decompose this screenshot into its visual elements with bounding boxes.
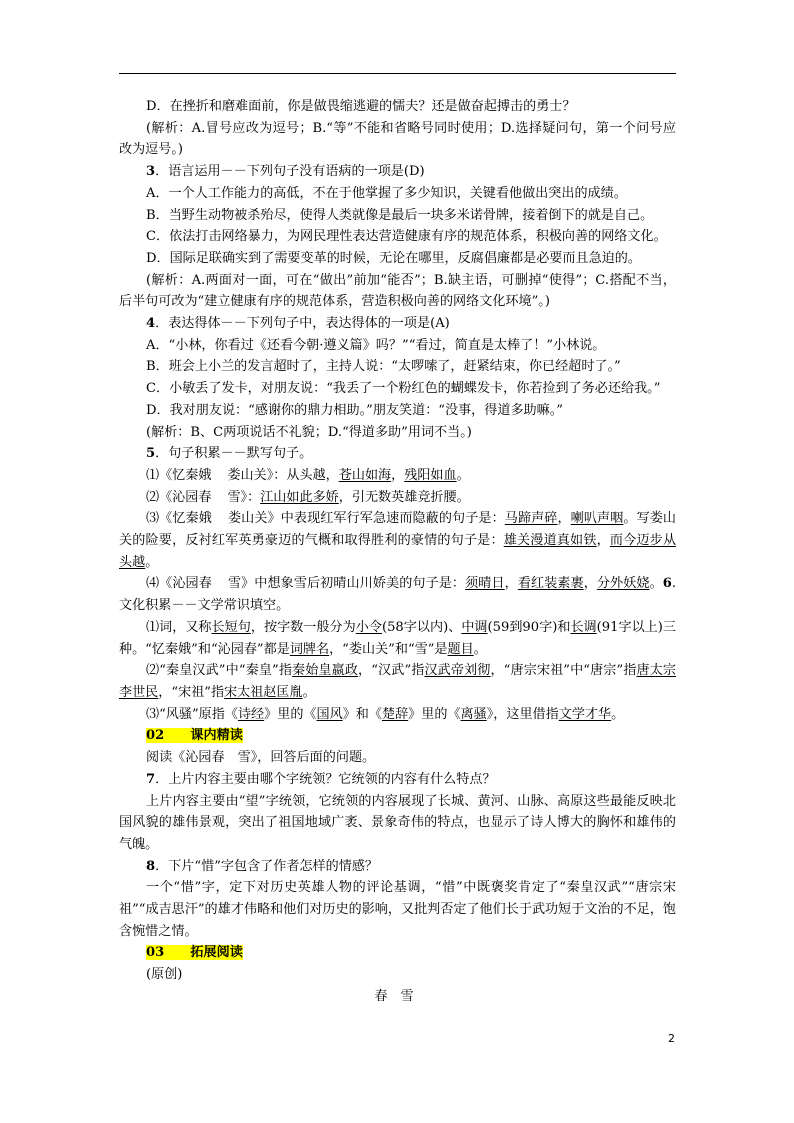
q3-number: 3 — [146, 164, 156, 180]
q7-number: 7 — [146, 771, 156, 787]
q6-line-1: ⑴词，又称长短句，按字数一般分为小令(58字以内)、中调(59到90字)和长调(91字以上)三种。“忆秦娥”和“沁园春”都是词牌名，“娄山关”和“雪”是题目。 — [119, 619, 676, 657]
answer-blank: 喇叭声咽 — [570, 511, 624, 527]
q2-option-d: D．在挫折和磨难面前，你是做畏缩逃避的懦夫？还是做奋起搏击的勇士？ — [146, 99, 576, 114]
q4-option-d: D．我对朋友说：“感谢你的鼎力相助。”朋友笑道：“没事，得道多助嘛。” — [146, 402, 563, 418]
q4-option-a: A．“小林，你看过《还看今朝·遵义篇》吗？”“看过，简直是太棒了！”小林说。 — [146, 337, 606, 353]
q5-line-1: ⑴《忆秦娥 娄山关》：从头越，苍山如海，残阳如血。 — [146, 467, 470, 483]
q4-option-c: C．小敏丢了发卡，对朋友说：“我丢了一个粉红色的蝴蝶发卡，你若捡到了务必还给我。” — [146, 381, 661, 397]
header-rule — [119, 73, 676, 74]
q6-stem: .文化积累－－文学常识填空。 — [119, 576, 677, 614]
page-number: 2 — [668, 1032, 675, 1045]
q5-stem: 5．句子积累－－默写句子。 — [146, 446, 313, 462]
q3-analysis: (解析：A.两面对一面，可在“做出”前加“能否”；B.缺主语，可删掉“使得”；C.搭配不当，后半句可改为“建立健康有序的规范体系，营造积极向善的网络文化环境”。) — [119, 272, 676, 310]
answer-blank: 马蹄声碎 — [504, 511, 558, 527]
q7-stem: 7．上片内容主要由哪个字统领？它统领的内容有什么特点？ — [146, 771, 496, 787]
q4-option-b: B．班会上小兰的发言超时了，主持人说：“太啰嗦了，赶紧结束，你已经超时了。” — [146, 359, 621, 375]
q6-line-2: ⑵“秦皇汉武”中“秦皇”指秦始皇嬴政，“汉武”指汉武帝刘彻，“唐宗宋祖”中“唐宗”指唐太宗李世民，“宋祖”指宋太祖赵匡胤。 — [119, 663, 677, 700]
answer-blank: 看红装素裹 — [517, 576, 584, 592]
answer-blank: 须晴日 — [465, 576, 505, 592]
source-note: (原创) — [146, 967, 183, 983]
poem-title: 春雪 — [374, 988, 427, 1004]
q5-line-3: ⑶《忆秦娥 娄山关》中表现红军行军急速而隐蔽的句子是：马蹄声碎，喇叭声咽。写娄山关的险要，反衬红军英勇豪迈的气概和取得胜利的豪情的句子是：雄关漫道真如铁，而今迈步从头越。 — [119, 511, 677, 570]
q5-number: 5 — [146, 446, 156, 462]
q3-stem: 3．语言运用－－下列句子没有语病的一项是(D) — [146, 164, 425, 180]
q7-answer: 上片内容主要由“望”字统领，它统领的内容展现了长城、黄河、山脉、高原这些最能反映北国风貌的雄伟景观，突出了祖国地域广袤、景象奇伟的特点，也显示了诗人博大的胸怀和雄伟的气魄。 — [119, 793, 676, 852]
q4-analysis: (解析：B、C两项说话不礼貌；D.“得道多助”用词不当。) — [146, 424, 472, 440]
q8-number: 8 — [146, 858, 156, 874]
answer-blank: 雄关漫道真如铁 — [503, 533, 597, 549]
reading-intro: 阅读《沁园春 雪》，回答后面的问题。 — [146, 750, 376, 766]
answer-blank: 分外妖娆 — [596, 576, 650, 592]
section-heading-02: 02 课内精读 — [146, 728, 243, 744]
answer-blank: 残阳如血 — [404, 467, 457, 483]
section-heading-03: 03 拓展阅读 — [146, 945, 243, 961]
q4-stem: 4．表达得体－－下列句子中，表达得体的一项是(A) — [146, 316, 450, 332]
answer-blank: 苍山如海 — [338, 467, 392, 483]
q3-option-d: D．国际足联确实到了需要变革的时候，无论在哪里，反腐倡廉都是必要而且急迫的。 — [146, 250, 641, 266]
answer-blank: 而今迈步从头越 — [119, 533, 677, 570]
q8-answer: 一个“惜”字，定下对历史英雄人物的评论基调，“惜”中既褒奖肯定了“秦皇汉武”“唐宗宋祖”“成吉思汗”的雄才伟略和他们对历史的影响，又批判否定了他们长于武功短于文治的不足，饱含惋惜之情。 — [119, 880, 676, 939]
q8-stem: 8．下片“惜”字包含了作者怎样的情感？ — [146, 858, 379, 874]
q5-line-2: ⑵《沁园春 雪》：江山如此多娇，引无数英雄竞折腰。 — [146, 489, 470, 505]
q6-number: 6 — [662, 576, 672, 592]
q3-option-c: C．依法打击网络暴力，为网民理性表达营造健康有序的规范体系，积极向善的网络文化。 — [146, 229, 667, 245]
document-body — [119, 96, 676, 1008]
q2-analysis: (解析：A.冒号应改为逗号；B.“等”不能和省略号同时使用；D.选择疑问句，第一个问号应改为逗号。) — [119, 120, 676, 158]
q4-number: 4 — [146, 316, 156, 332]
q3-option-b: B．当野生动物被杀殆尽，使得人类就像是最后一块多米诺骨牌，接着倒下的就是自己。 — [146, 207, 654, 223]
answer-blank: 江山如此多娇 — [260, 489, 339, 505]
q5-line-4: ⑷《沁园春 雪》中想象雪后初晴山川娇美的句子是：须晴日，看红装素裹，分外妖娆。6.文化积累－－文学常识填空。 — [119, 576, 677, 614]
q6-line-3: ⑶“风骚”原指《诗经》里的《国风》和《楚辞》里的《离骚》，这里借指文学才华。 — [146, 706, 625, 722]
q3-option-a: A．一个人工作能力的高低，不在于他掌握了多少知识，关键看他做出突出的成绩。 — [146, 185, 627, 201]
